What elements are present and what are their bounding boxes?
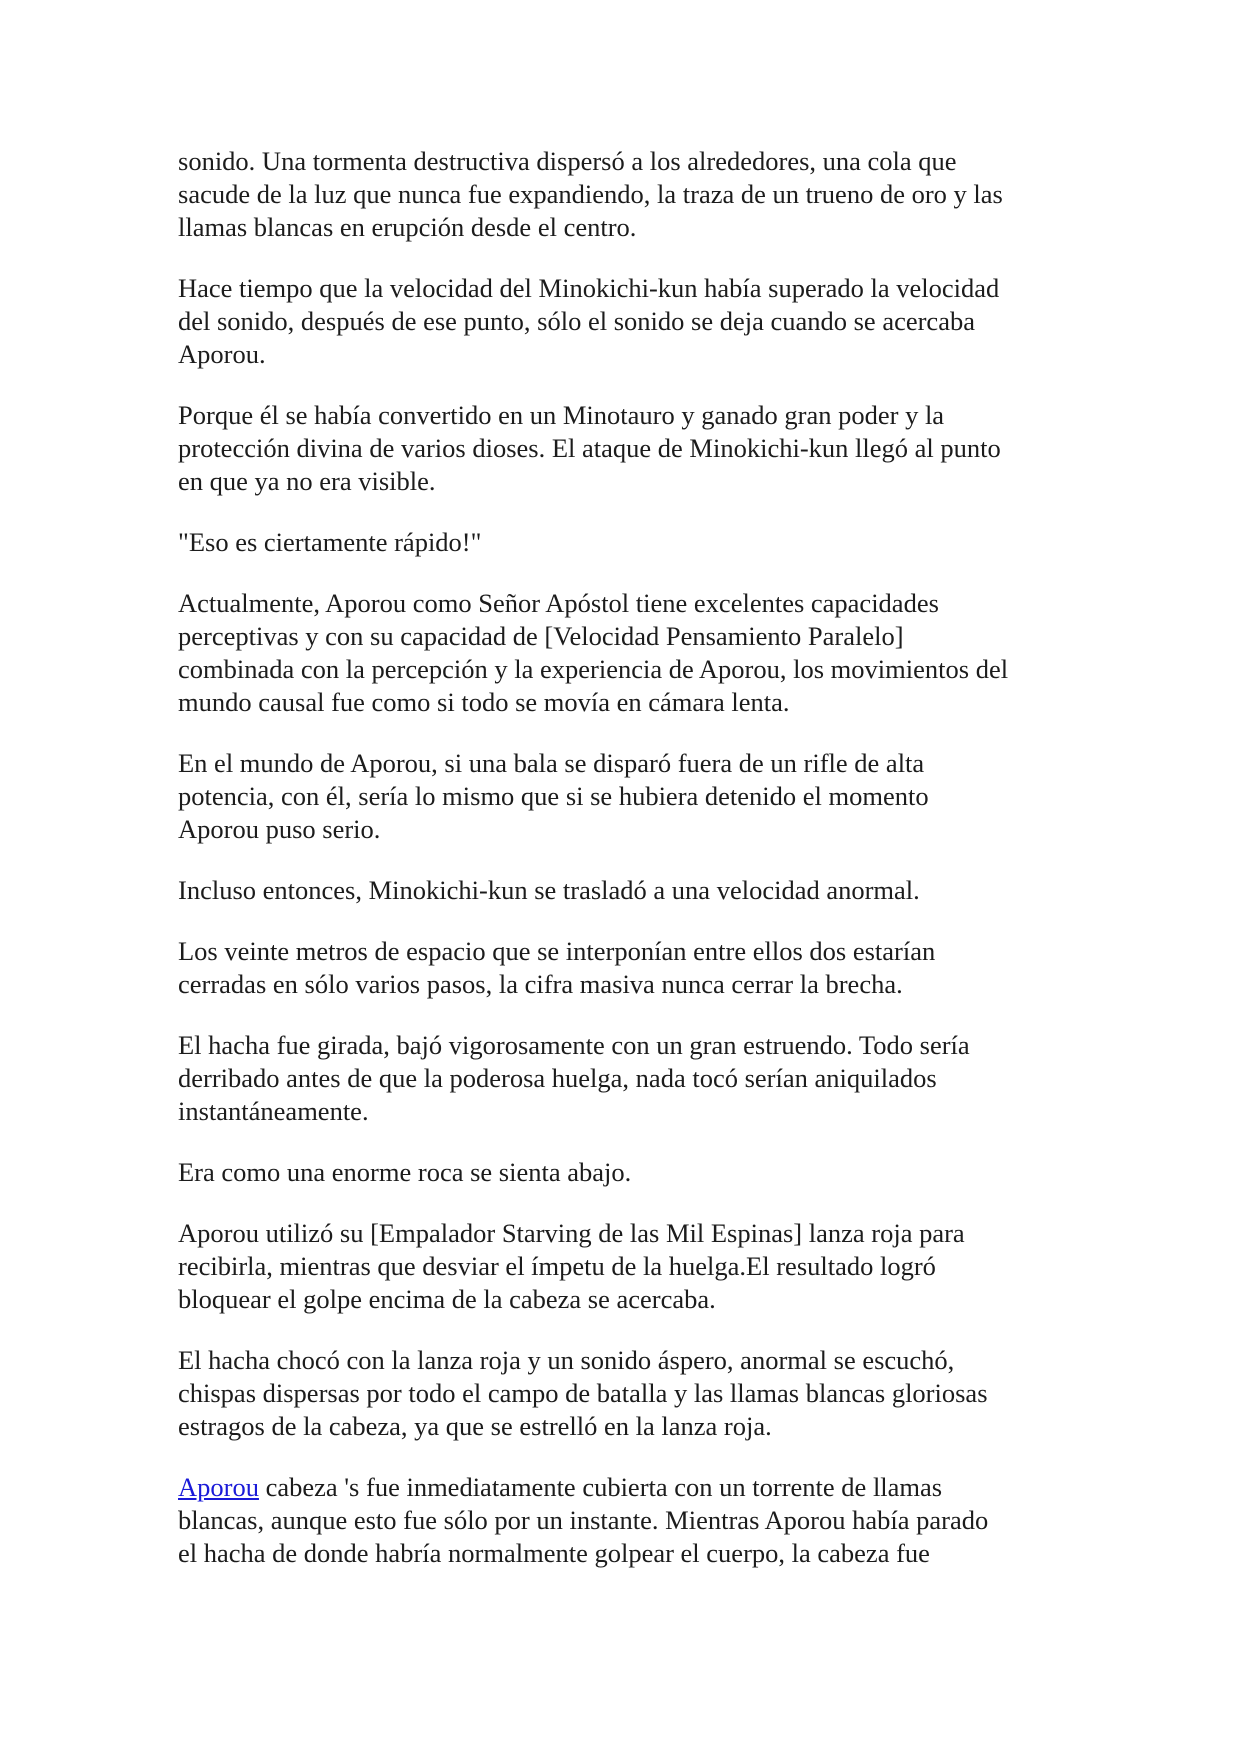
- paragraph-4: [178, 526, 1083, 559]
- paragraph-13: [178, 1471, 1083, 1570]
- paragraph-2: [178, 272, 1083, 371]
- paragraph-12: [178, 1344, 1083, 1443]
- text-line: perceptivas y con su capacidad de [Velocidad Pensamiento Paralelo]: [178, 621, 904, 651]
- text-line: sacude de la luz que nunca fue expandiendo, la traza de un trueno de oro y las: [178, 179, 1003, 209]
- paragraph-6: [178, 747, 1083, 846]
- text-line: sonido. Una tormenta destructiva dispersó a los alrededores, una cola que: [178, 146, 957, 176]
- paragraph-3: [178, 399, 1083, 498]
- paragraph-9: [178, 1029, 1083, 1128]
- text-line: En el mundo de Aporou, si una bala se disparó fuera de un rifle de alta: [178, 748, 925, 778]
- text-line: El hacha fue girada, bajó vigorosamente con un gran estruendo. Todo sería: [178, 1030, 970, 1060]
- paragraph-8: [178, 935, 1083, 1001]
- text-line: estragos de la cabeza, ya que se estrelló en la lanza roja.: [178, 1411, 772, 1441]
- text-line: El hacha chocó con la lanza roja y un sonido áspero, anormal se escuchó,: [178, 1345, 955, 1375]
- text-line: Aporou.: [178, 339, 266, 369]
- text-line: Hace tiempo que la velocidad del Minokichi-kun había superado la velocidad: [178, 273, 1000, 303]
- text-line: el hacha de donde habría normalmente golpear el cuerpo, la cabeza fue: [178, 1538, 930, 1568]
- text-line: Aporou utilizó su [Empalador Starving de las Mil Espinas] lanza roja para: [178, 1218, 965, 1248]
- text-line: [178, 1471, 1083, 1504]
- text-line: potencia, con él, sería lo mismo que si se hubiera detenido el momento: [178, 781, 929, 811]
- text-fragment: cabeza 's fue inmediatamente cubierta con un torrente de llamas: [258, 1472, 943, 1502]
- paragraph-11: [178, 1217, 1083, 1316]
- text-line: chispas dispersas por todo el campo de batalla y las llamas blancas gloriosas: [178, 1378, 988, 1408]
- text-line: llamas blancas en erupción desde el centro.: [178, 212, 637, 242]
- text-line: bloquear el golpe encima de la cabeza se acercaba.: [178, 1284, 716, 1314]
- document-page: [178, 145, 1083, 1598]
- text-line: instantáneamente.: [178, 1096, 369, 1126]
- text-line: cerradas en sólo varios pasos, la cifra masiva nunca cerrar la brecha.: [178, 969, 903, 999]
- text-line: protección divina de varios dioses. El ataque de Minokichi-kun llegó al punto: [178, 433, 1001, 463]
- text-line: Los veinte metros de espacio que se interponían entre ellos dos estarían: [178, 936, 936, 966]
- text-line: Incluso entonces, Minokichi-kun se trasladó a una velocidad anormal.: [178, 875, 920, 905]
- text-line: Era como una enorme roca se sienta abajo.: [178, 1157, 632, 1187]
- text-line: en que ya no era visible.: [178, 466, 436, 496]
- text-line: "Eso es ciertamente rápido!": [178, 527, 482, 557]
- text-line: derribado antes de que la poderosa huelga, nada tocó serían aniquilados: [178, 1063, 937, 1093]
- text-line: Porque él se había convertido en un Minotauro y ganado gran poder y la: [178, 400, 945, 430]
- text-line: Actualmente, Aporou como Señor Apóstol tiene excelentes capacidades: [178, 588, 939, 618]
- text-line: recibirla, mientras que desviar el ímpetu de la huelga.El resultado logró: [178, 1251, 936, 1281]
- paragraph-5: [178, 587, 1083, 719]
- paragraph-10: [178, 1156, 1083, 1189]
- aporou-link[interactable]: Aporou: [178, 1472, 259, 1502]
- paragraph-1: [178, 145, 1083, 244]
- text-line: mundo causal fue como si todo se movía en cámara lenta.: [178, 687, 790, 717]
- text-line: combinada con la percepción y la experiencia de Aporou, los movimientos del: [178, 654, 1009, 684]
- paragraph-7: [178, 874, 1083, 907]
- text-line: Aporou puso serio.: [178, 814, 381, 844]
- text-line: del sonido, después de ese punto, sólo el sonido se deja cuando se acercaba: [178, 306, 975, 336]
- text-line: blancas, aunque esto fue sólo por un instante. Mientras Aporou había parado: [178, 1505, 989, 1535]
